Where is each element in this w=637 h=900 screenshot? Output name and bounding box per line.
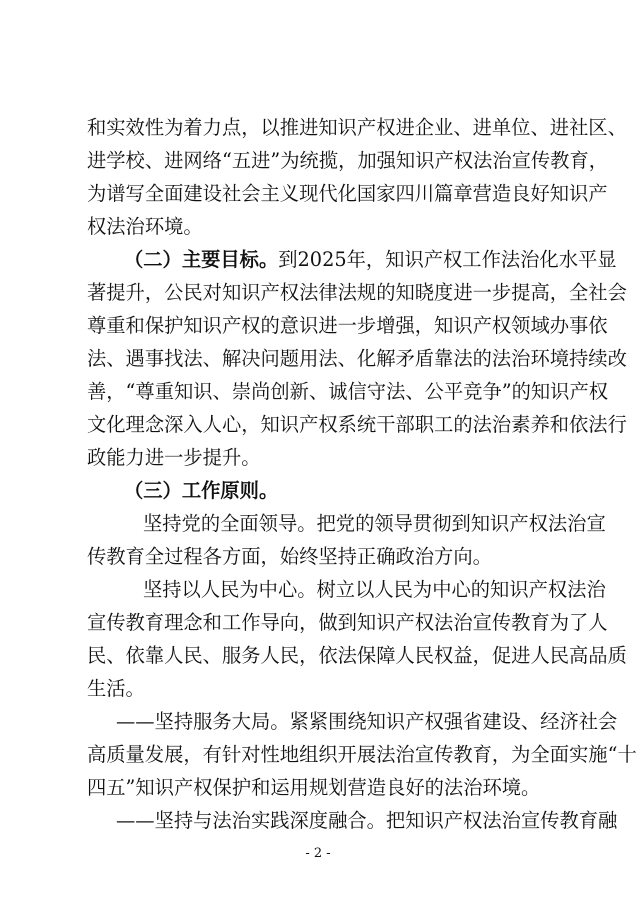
body-text-line: 为谱写全面建设社会主义现代化国家四川篇章营造良好知识产 [87,182,608,205]
section-heading-work-principles: （三）工作原则。 [124,479,279,502]
body-text-line: 高质量发展，有针对性地组织开展法治宣传教育，为全面实施“十 [87,743,637,766]
body-text-line: 著提升，公民对知识产权法律法规的知晓度进一步提高，全社会 [87,281,627,304]
section-paragraph [124,247,617,273]
body-text-line: 生活。 [87,677,145,700]
body-text-line: 进学校、进网络“五进”为统揽，加强知识产权法治宣传教育， [87,149,609,172]
page-number: - 2 - [305,846,331,861]
body-text-line: 坚持党的全面领导。把党的领导贯彻到知识产权法治宣 [143,512,606,535]
body-text-line: 民、依靠人民、服务人民，依法保障人民权益，促进人民高品质 [87,644,627,667]
body-text-line: 和实效性为着力点，以推进知识产权进企业、进单位、进社区、 [87,116,627,139]
body-text-line: 尊重和保护知识产权的意识进一步增强，知识产权领域办事依 [87,314,608,337]
body-text-line: 到2025年，知识产权工作法治化水平显 [278,248,617,271]
body-text-line: 宣传教育理念和工作导向，做到知识产权法治宣传教育为了人 [87,611,608,634]
body-text-line: ——坚持服务大局。紧紧围绕知识产权强省建设、经济社会 [116,710,618,733]
body-text-line: 政能力进一步提升。 [87,446,261,469]
body-text-line: 法、遇事找法、解决问题用法、化解矛盾靠法的法治环境持续改 [87,347,627,370]
body-text-line: 坚持以人民为中心。树立以人民为中心的知识产权法治 [143,578,606,601]
body-text-line: ——坚持与法治实践深度融合。把知识产权法治宣传教育融 [116,809,618,832]
section-heading-main-goals: （二）主要目标。 [124,248,279,271]
body-text-line: 权法治环境。 [87,215,203,238]
body-text-line: 文化理念深入人心，知识产权系统干部职工的法治素养和依法行 [87,413,627,436]
body-text-line: 善，“尊重知识、崇尚创新、诚信守法、公平竞争”的知识产权 [87,380,609,403]
body-text-line: 四五”知识产权保护和运用规划营造良好的法治环境。 [87,776,541,799]
body-text-line: 传教育全过程各方面，始终坚持正确政治方向。 [87,545,492,568]
